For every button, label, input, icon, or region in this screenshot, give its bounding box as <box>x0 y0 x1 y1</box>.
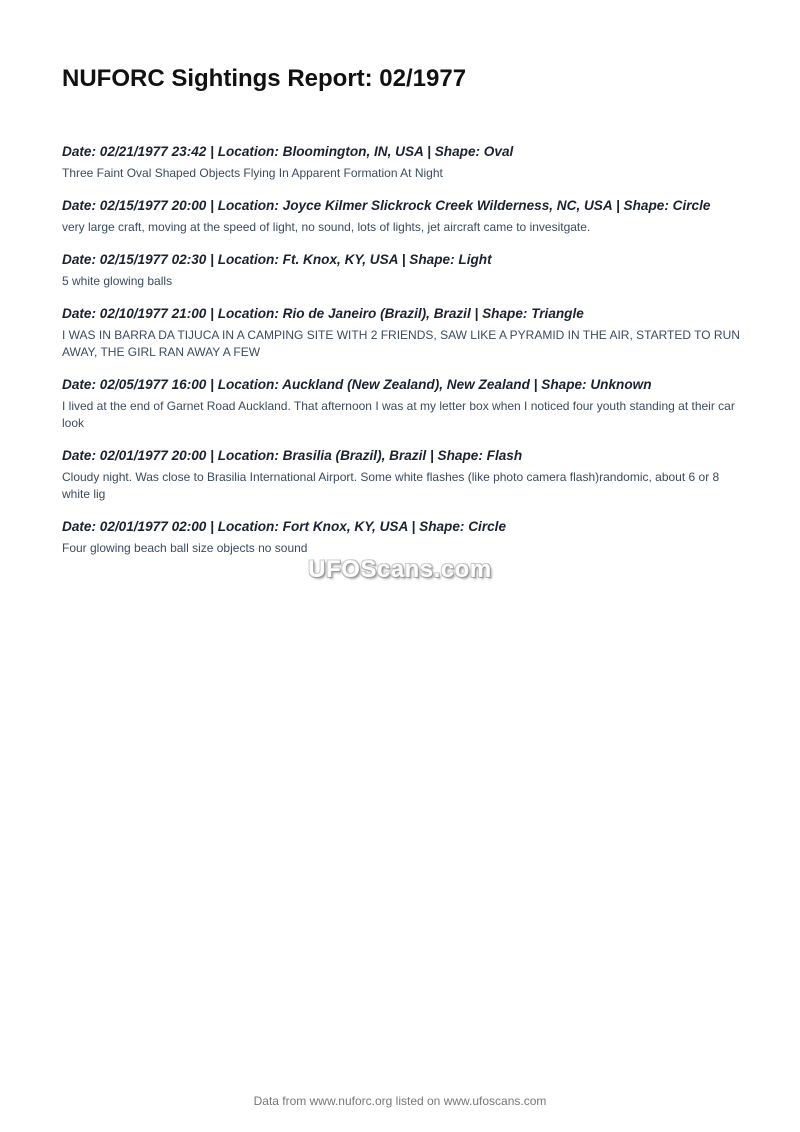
sighting-entry <box>62 251 742 290</box>
sightings-list <box>62 143 742 572</box>
sighting-description: Four glowing beach ball size objects no sound <box>62 541 308 555</box>
sighting-header: Date: 02/01/1977 20:00 | Location: Brasilia (Brazil), Brazil | Shape: Flash <box>62 448 523 463</box>
sighting-description: Three Faint Oval Shaped Objects Flying In Apparent Formation At Night <box>62 166 443 180</box>
sighting-entry <box>62 447 742 503</box>
sighting-header: Date: 02/15/1977 20:00 | Location: Joyce Kilmer Slickrock Creek Wilderness, NC, USA | Shape: Circle <box>62 198 711 213</box>
sighting-description: very large craft, moving at the speed of light, no sound, lots of lights, jet aircraft came to invesitgate. <box>62 220 591 234</box>
sighting-header: Date: 02/01/1977 02:00 | Location: Fort Knox, KY, USA | Shape: Circle <box>62 519 507 534</box>
sighting-description: Cloudy night. Was close to Brasilia International Airport. Some white flashes (like photo camera flash)randomic, about 6 or 8 white lig <box>62 470 720 501</box>
sighting-description: 5 white glowing balls <box>62 274 173 288</box>
sighting-entry <box>62 376 742 432</box>
sighting-entry <box>62 197 742 236</box>
watermark: UFOScans.com <box>308 556 492 583</box>
sighting-entry <box>62 518 742 557</box>
sighting-description: I lived at the end of Garnet Road Auckland. That afternoon I was at my letter box when I noticed four youth standing at their car look <box>62 399 735 430</box>
page-title: NUFORC Sightings Report: 02/1977 <box>62 65 467 92</box>
sighting-entry <box>62 143 742 182</box>
sighting-description: I WAS IN BARRA DA TIJUCA IN A CAMPING SITE WITH 2 FRIENDS, SAW LIKE A PYRAMID IN THE AIR, STARTED TO RUN AWAY, THE GIRL RAN AWAY A FEW <box>62 328 740 359</box>
sighting-header: Date: 02/15/1977 02:30 | Location: Ft. Knox, KY, USA | Shape: Light <box>62 252 492 267</box>
footer-credit: Data from www.nuforc.org listed on www.ufoscans.com <box>253 1094 547 1108</box>
sighting-entry <box>62 305 742 361</box>
sighting-header: Date: 02/21/1977 23:42 | Location: Bloomington, IN, USA | Shape: Oval <box>62 144 514 159</box>
sighting-header: Date: 02/10/1977 21:00 | Location: Rio de Janeiro (Brazil), Brazil | Shape: Triangle <box>62 306 584 321</box>
sighting-header: Date: 02/05/1977 16:00 | Location: Auckland (New Zealand), New Zealand | Shape: Unknown <box>62 377 652 392</box>
